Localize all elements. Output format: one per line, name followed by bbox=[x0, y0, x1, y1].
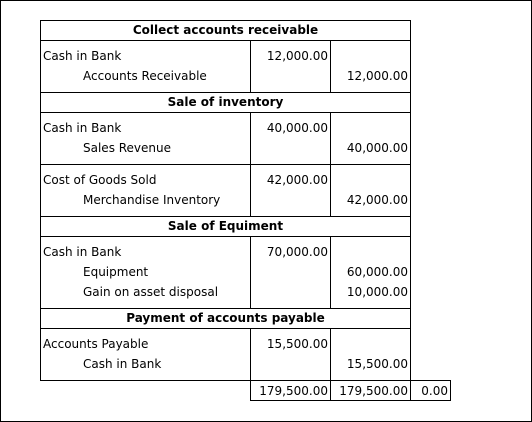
section-title: Sale of inventory bbox=[167, 95, 284, 109]
grid-line bbox=[40, 308, 411, 309]
grid-line bbox=[40, 164, 411, 165]
debit-amount: 70,000.00 bbox=[266, 245, 328, 259]
section-title: Collect accounts receivable bbox=[132, 23, 319, 37]
grid-line bbox=[40, 40, 411, 41]
account-name: Cash in Bank bbox=[43, 49, 122, 63]
debit-amount: 40,000.00 bbox=[266, 121, 328, 135]
total-difference: 0.00 bbox=[421, 384, 448, 398]
account-name: Cash in Bank bbox=[43, 245, 122, 259]
grid-line bbox=[40, 236, 411, 237]
credit-amount: 15,500.00 bbox=[346, 357, 408, 371]
debit-amount: 15,500.00 bbox=[266, 337, 328, 351]
grid-line bbox=[40, 20, 411, 21]
grid-line bbox=[40, 112, 411, 113]
account-name: Accounts Payable bbox=[43, 337, 149, 351]
grid-line bbox=[250, 400, 451, 401]
grid-line bbox=[40, 380, 451, 381]
grid-line bbox=[40, 216, 411, 217]
credit-amount: 60,000.00 bbox=[346, 265, 408, 279]
section-title: Sale of Equiment bbox=[167, 219, 284, 233]
account-name: Equipment bbox=[83, 265, 149, 279]
account-name: Gain on asset disposal bbox=[83, 285, 219, 299]
grid-line bbox=[40, 328, 411, 329]
account-name: Sales Revenue bbox=[83, 141, 172, 155]
account-name: Cash in Bank bbox=[83, 357, 162, 371]
grid-line bbox=[450, 380, 451, 401]
grid-line bbox=[40, 92, 411, 93]
total-debit: 179,500.00 bbox=[259, 384, 328, 398]
account-name: Cost of Goods Sold bbox=[43, 173, 157, 187]
credit-amount: 42,000.00 bbox=[346, 193, 408, 207]
credit-amount: 12,000.00 bbox=[346, 69, 408, 83]
account-name: Merchandise Inventory bbox=[83, 193, 221, 207]
account-name: Cash in Bank bbox=[43, 121, 122, 135]
total-credit: 179,500.00 bbox=[339, 384, 408, 398]
credit-amount: 10,000.00 bbox=[346, 285, 408, 299]
grid-line bbox=[330, 40, 331, 93]
credit-amount: 40,000.00 bbox=[346, 141, 408, 155]
debit-amount: 12,000.00 bbox=[266, 49, 328, 63]
account-name: Accounts Receivable bbox=[83, 69, 207, 83]
debit-amount: 42,000.00 bbox=[266, 173, 328, 187]
grid-line bbox=[410, 20, 411, 401]
grid-line bbox=[40, 20, 41, 381]
section-title: Payment of accounts payable bbox=[126, 311, 325, 325]
